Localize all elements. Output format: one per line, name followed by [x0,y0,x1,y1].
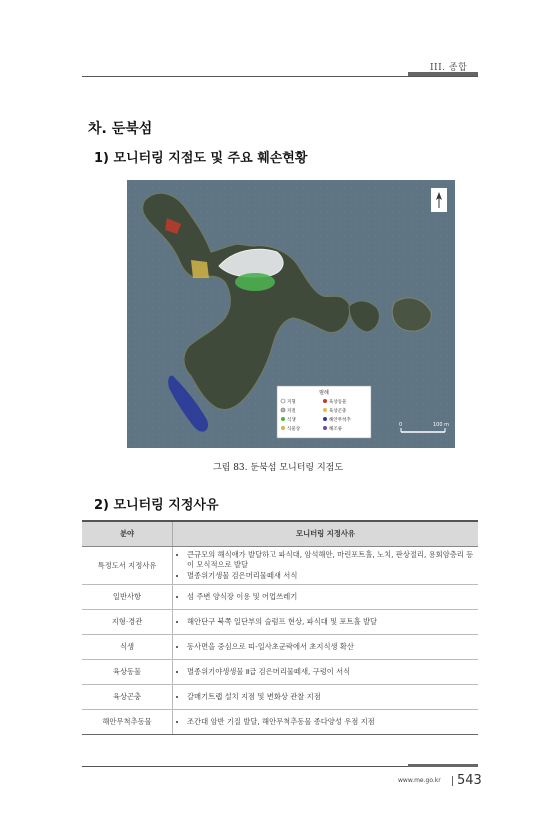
scale-end-label: 100 m [433,422,450,428]
figure-caption: 그림 83. 둔북섬 모니터링 지점도 [212,463,344,473]
marker-yellow-area [191,260,209,278]
marker-green-area [235,273,275,291]
chapter-label: III. 종합 [430,63,468,73]
row-field: 해안무척추동물 [82,710,173,735]
legend-item-seaweed: 해조류 [329,427,343,432]
table-header-row [82,521,478,547]
header-rule [82,76,478,77]
table-row [82,635,478,660]
table-row [82,710,478,735]
page-number: 543 [457,773,482,788]
table-row [82,685,478,710]
row-field: 일반사항 [82,585,173,610]
table-row [82,585,478,610]
row-item: • 섬 주변 양식장 이용 및 어업쓰레기 [187,592,474,602]
table-row [82,610,478,635]
legend-item-flora: 식물상 [287,427,301,432]
row-item: • 해안단구 북쪽 일단부의 슬럼프 현상, 파식대 및 포트홀 발달 [187,617,474,627]
row-field: 식생 [82,635,173,660]
column-header-field: 분야 [82,521,173,547]
section-title: 차. 둔북섬 [88,121,153,137]
row-item: • 멸종위기생물 검은머리물떼새 서식 [187,571,474,581]
subsection-title-reasons: 2) 모니터링 지정사유 [94,498,219,513]
row-item: • 큰규모의 해식애가 발달하고 파식대, 암석해안, 마린포트홀, 노치, 판상절리, 용회암층리 등이 모식적으로 발달 [187,550,474,570]
legend-title: 범례 [319,390,329,396]
row-field: 육상동물 [82,660,173,685]
row-item: • 멸종위기야생생물 Ⅱ급 검은머리물떼새, 구렁이 서식 [187,667,474,677]
scale-zero-label: 0 [399,422,403,428]
footer-divider [452,776,453,786]
subsection-title-map: 1) 모니터링 지점도 및 주요 훼손현황 [94,151,308,166]
monitoring-map [127,180,455,448]
row-field: 지형·경관 [82,610,173,635]
footer-accent-bar [408,764,478,767]
legend-item-land-animal: 육상동물 [329,400,347,405]
row-field: 특정도서 지정사유 [82,547,173,585]
legend-item-vegetation: 식생 [287,418,296,423]
row-item: • 갈매기트랩 설치 지점 및 변화상 관찰 지점 [187,692,474,702]
legend-box [277,386,371,438]
row-field: 육상곤충 [82,685,173,710]
table-row [82,547,478,585]
reasons-table [82,520,478,735]
legend-item-marine-invertebrate: 해안무척추 [329,418,351,423]
legend-item-land-insect: 육상곤충 [329,409,347,414]
row-item: • 조간대 암반 기질 발달, 해안무척추동물 종다양성 우점 지점 [187,717,474,727]
table-row [82,660,478,685]
footer-url: www.me.go.kr [398,777,441,784]
map-svg [127,180,455,448]
row-item: • 동사면을 중심으로 띠-일사초군락에서 초지식생 확산 [187,642,474,652]
north-arrow [431,188,447,212]
column-header-reason: 모니터링 지정사유 [173,521,479,547]
legend-item-geology: 지질 [287,409,296,414]
legend-item-terrain: 지형 [287,400,296,405]
